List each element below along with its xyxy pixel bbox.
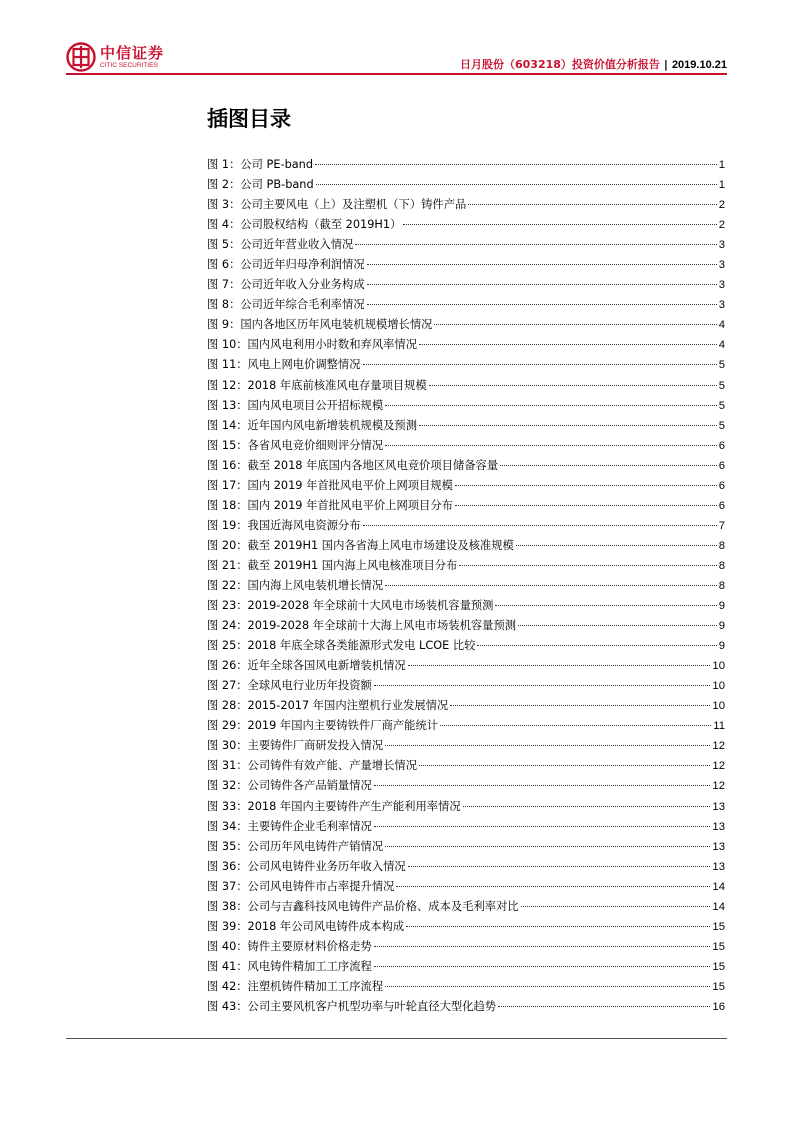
- toc-dot-leader: [440, 725, 711, 726]
- toc-dot-leader: [374, 826, 711, 827]
- toc-entry-page: 8: [718, 579, 725, 592]
- toc-dot-leader: [468, 204, 716, 205]
- toc-dot-leader: [367, 284, 717, 285]
- toc-entry-label: 图 35：公司历年风电铸件产销情况: [207, 839, 384, 853]
- toc-entry[interactable]: [207, 336, 725, 356]
- toc-entry-label: 图 10：国内风电利用小时数和弃风率情况: [207, 338, 418, 352]
- figure-index-list: [207, 156, 725, 1018]
- toc-entry[interactable]: [207, 477, 725, 497]
- toc-entry[interactable]: [207, 798, 725, 818]
- toc-entry-page: 13: [712, 800, 725, 813]
- toc-entry-label: 图 23：2019-2028 年全球前十大风电市场装机容量预测: [207, 599, 494, 613]
- toc-dot-leader: [374, 685, 711, 686]
- toc-dot-leader: [434, 324, 716, 325]
- toc-entry-page: 2: [718, 199, 725, 212]
- toc-entry-page: 16: [712, 1000, 725, 1013]
- toc-dot-leader: [463, 806, 711, 807]
- toc-entry-label: 图 14：近年国内风电新增装机规模及预测: [207, 418, 418, 432]
- toc-entry-label: 图 32：公司铸件各产品销量情况: [207, 779, 372, 793]
- toc-entry-page: 7: [718, 519, 725, 532]
- toc-entry-label: 图 18：国内 2019 年首批风电平价上网项目分布: [207, 498, 453, 512]
- toc-entry-page: 15: [712, 940, 725, 953]
- toc-entry-page: 8: [718, 539, 725, 552]
- toc-entry[interactable]: [207, 356, 725, 376]
- toc-entry-label: 图 1：公司 PE-band: [207, 158, 314, 171]
- toc-entry[interactable]: [207, 156, 725, 176]
- toc-entry-page: 10: [712, 680, 725, 693]
- toc-entry[interactable]: [207, 657, 725, 677]
- toc-dot-leader: [521, 906, 711, 907]
- toc-entry-label: 图 36：公司风电铸件业务历年收入情况: [207, 859, 406, 873]
- toc-entry[interactable]: [207, 617, 725, 637]
- toc-entry-page: 12: [712, 780, 725, 793]
- toc-entry-label: 图 12：2018 年底前核准风电存量项目规模: [207, 378, 427, 392]
- toc-entry-page: 15: [712, 980, 725, 993]
- toc-entry-label: 图 27：全球风电行业历年投资额: [207, 679, 372, 693]
- toc-entry-label: 图 7：公司近年收入分业务构成: [207, 278, 365, 292]
- toc-entry[interactable]: [207, 377, 725, 397]
- toc-dot-leader: [385, 745, 710, 746]
- toc-entry-page: 3: [718, 259, 725, 272]
- toc-entry[interactable]: [207, 457, 725, 477]
- toc-entry-label: 图 40：铸件主要原材料价格走势: [207, 939, 372, 953]
- toc-entry[interactable]: [207, 296, 725, 316]
- toc-entry[interactable]: [207, 256, 725, 276]
- toc-entry-page: 10: [712, 700, 725, 713]
- toc-entry-label: 图 22：国内海上风电装机增长情况: [207, 578, 384, 592]
- toc-entry-page: 3: [718, 279, 725, 292]
- toc-entry-label: 图 29：2019 年国内主要铸铁件厂商产能统计: [207, 719, 439, 733]
- toc-entry-page: 14: [712, 900, 725, 913]
- toc-entry-label: 图 42：注塑机铸件精加工工序流程: [207, 979, 384, 993]
- header-separator: |: [663, 58, 668, 71]
- toc-entry-label: 图 43：公司主要风机客户机型功率与叶轮直径大型化趋势: [207, 999, 497, 1013]
- toc-entry[interactable]: [207, 637, 725, 657]
- toc-entry[interactable]: [207, 537, 725, 557]
- toc-dot-leader: [374, 946, 711, 947]
- toc-dot-leader: [385, 986, 710, 987]
- toc-entry[interactable]: [207, 397, 725, 417]
- toc-entry[interactable]: [207, 677, 725, 697]
- toc-entry[interactable]: [207, 958, 725, 978]
- toc-dot-leader: [477, 645, 716, 646]
- toc-dot-leader: [363, 364, 717, 365]
- toc-dot-leader: [455, 485, 717, 486]
- toc-entry-page: 1: [718, 159, 725, 171]
- toc-entry-page: 5: [718, 419, 725, 432]
- toc-dot-leader: [495, 605, 716, 606]
- toc-dot-leader: [374, 966, 711, 967]
- toc-entry[interactable]: [207, 858, 725, 878]
- toc-entry[interactable]: [207, 898, 725, 918]
- toc-entry-page: 5: [718, 399, 725, 412]
- toc-entry[interactable]: [207, 737, 725, 757]
- toc-entry-label: 图 37：公司风电铸件市占率提升情况: [207, 879, 395, 893]
- toc-entry-page: 14: [712, 880, 725, 893]
- toc-entry-page: 13: [712, 840, 725, 853]
- toc-dot-leader: [408, 665, 711, 666]
- toc-entry-label: 图 9：国内各地区历年风电装机规模增长情况: [207, 318, 433, 332]
- toc-entry[interactable]: [207, 577, 725, 597]
- toc-entry-page: 9: [718, 600, 725, 613]
- toc-entry-label: 图 16：截至 2018 年底国内各地区风电竞价项目储备容量: [207, 458, 499, 472]
- toc-entry[interactable]: [207, 998, 725, 1018]
- citic-logo-icon: [66, 42, 96, 72]
- toc-entry-page: 6: [718, 439, 725, 452]
- toc-dot-leader: [429, 385, 717, 386]
- toc-entry[interactable]: [207, 316, 725, 336]
- toc-dot-leader: [459, 565, 716, 566]
- toc-entry[interactable]: [207, 938, 725, 958]
- toc-entry-page: 5: [718, 379, 725, 392]
- citic-logo: [66, 42, 164, 72]
- page-title: 插图目录: [207, 107, 291, 131]
- toc-entry-page: 3: [718, 239, 725, 252]
- toc-dot-leader: [408, 866, 711, 867]
- toc-entry[interactable]: [207, 196, 725, 216]
- toc-entry-label: 图 28：2015-2017 年国内注塑机行业发展情况: [207, 699, 449, 713]
- toc-entry-label: 图 34：主要铸件企业毛利率情况: [207, 819, 372, 833]
- toc-dot-leader: [316, 184, 717, 185]
- toc-entry-label: 图 3：公司主要风电（上）及注塑机（下）铸件产品: [207, 198, 467, 212]
- toc-entry[interactable]: [207, 597, 725, 617]
- toc-entry-label: 图 19：我国近海风电资源分布: [207, 518, 361, 532]
- toc-entry-page: 13: [712, 820, 725, 833]
- toc-dot-leader: [455, 505, 717, 506]
- toc-entry-label: 图 33：2018 年国内主要铸件产生产能利用率情况: [207, 799, 461, 813]
- toc-entry[interactable]: [207, 918, 725, 938]
- toc-dot-leader: [498, 1006, 710, 1007]
- toc-dot-leader: [419, 425, 717, 426]
- toc-dot-leader: [385, 405, 717, 406]
- toc-dot-leader: [406, 926, 710, 927]
- toc-entry[interactable]: [207, 697, 725, 717]
- toc-dot-leader: [385, 846, 710, 847]
- toc-entry-page: 11: [713, 720, 725, 733]
- toc-dot-leader: [419, 344, 717, 345]
- toc-entry-label: 图 4：公司股权结构（截至 2019H1）: [207, 218, 402, 232]
- toc-dot-leader: [363, 525, 717, 526]
- toc-entry[interactable]: [207, 777, 725, 797]
- toc-entry[interactable]: [207, 978, 725, 998]
- toc-entry[interactable]: [207, 838, 725, 858]
- report-header: [460, 56, 727, 72]
- toc-dot-leader: [385, 585, 717, 586]
- toc-entry[interactable]: [207, 236, 725, 256]
- toc-entry-label: 图 41：风电铸件精加工工序流程: [207, 959, 372, 973]
- toc-entry[interactable]: [207, 818, 725, 838]
- toc-entry[interactable]: [207, 517, 725, 537]
- toc-entry-page: 13: [712, 860, 725, 873]
- toc-entry-label: 图 6：公司近年归母净利润情况: [207, 258, 365, 272]
- footer-divider: [66, 1038, 727, 1039]
- toc-entry-label: 图 30：主要铸件厂商研发投入情况: [207, 739, 384, 753]
- toc-entry-label: 图 15：各省风电竞价细则评分情况: [207, 438, 384, 452]
- toc-entry-page: 2: [718, 219, 725, 232]
- toc-dot-leader: [315, 164, 717, 165]
- toc-entry-page: 15: [712, 920, 725, 933]
- toc-entry[interactable]: [207, 176, 725, 196]
- toc-entry-page: 4: [718, 319, 725, 332]
- toc-entry-page: 15: [712, 960, 725, 973]
- toc-dot-leader: [403, 224, 716, 225]
- toc-entry-page: 6: [718, 499, 725, 512]
- header-divider: [66, 73, 727, 75]
- toc-dot-leader: [396, 886, 710, 887]
- toc-entry-page: 9: [718, 640, 725, 653]
- toc-entry[interactable]: [207, 717, 725, 737]
- toc-dot-leader: [518, 625, 717, 626]
- toc-entry[interactable]: [207, 497, 725, 517]
- toc-entry[interactable]: [207, 757, 725, 777]
- toc-entry-page: 8: [718, 559, 725, 572]
- toc-dot-leader: [516, 545, 717, 546]
- toc-entry-page: 6: [718, 459, 725, 472]
- toc-dot-leader: [374, 785, 711, 786]
- toc-entry-page: 3: [718, 299, 725, 312]
- toc-entry[interactable]: [207, 276, 725, 296]
- toc-entry-label: 图 13：国内风电项目公开招标规模: [207, 398, 384, 412]
- toc-entry-page: 12: [712, 740, 725, 753]
- report-title: 日月股份（603218）投资价值分析报告: [459, 58, 660, 71]
- toc-entry[interactable]: [207, 557, 725, 577]
- toc-dot-leader: [355, 244, 716, 245]
- toc-dot-leader: [450, 705, 710, 706]
- toc-entry-label: 图 26：近年全球各国风电新增装机情况: [207, 659, 406, 673]
- toc-entry-label: 图 8：公司近年综合毛利率情况: [207, 298, 365, 312]
- toc-entry[interactable]: [207, 437, 725, 457]
- toc-entry-label: 图 2：公司 PB-band: [207, 178, 314, 192]
- toc-dot-leader: [500, 465, 717, 466]
- toc-entry-label: 图 5：公司近年营业收入情况: [207, 238, 354, 252]
- toc-entry-label: 图 25：2018 年底全球各类能源形式发电 LCOE 比较: [207, 639, 476, 653]
- toc-dot-leader: [367, 304, 717, 305]
- toc-entry-page: 9: [718, 620, 725, 633]
- toc-entry-page: 12: [712, 760, 725, 773]
- toc-dot-leader: [367, 264, 717, 265]
- toc-entry[interactable]: [207, 417, 725, 437]
- brand-name-cn: 中信证券: [100, 43, 165, 62]
- toc-entry[interactable]: [207, 878, 725, 898]
- toc-entry-label: 图 39：2018 年公司风电铸件成本构成: [207, 919, 405, 933]
- toc-entry-page: 5: [718, 359, 725, 372]
- toc-entry-label: 图 24：2019-2028 年全球前十大海上风电市场装机容量预测: [207, 619, 517, 633]
- toc-entry[interactable]: [207, 216, 725, 236]
- toc-entry-label: 图 38：公司与吉鑫科技风电铸件产品价格、成本及毛利率对比: [207, 899, 519, 913]
- toc-entry-page: 4: [718, 339, 725, 352]
- toc-entry-page: 10: [712, 660, 725, 673]
- toc-entry-label: 图 21：截至 2019H1 国内海上风电核准项目分布: [207, 558, 458, 572]
- toc-entry-page: 6: [718, 479, 725, 492]
- toc-entry-label: 图 11：风电上网电价调整情况: [207, 358, 361, 372]
- toc-dot-leader: [385, 445, 717, 446]
- report-date: 2019.10.21: [671, 59, 727, 71]
- brand-name-en: CITIC SECURITIES: [100, 61, 158, 69]
- toc-entry-label: 图 20：截至 2019H1 国内各省海上风电市场建设及核准规模: [207, 538, 514, 552]
- toc-entry-label: 图 17：国内 2019 年首批风电平价上网项目规模: [207, 478, 453, 492]
- toc-entry-page: 1: [718, 179, 725, 192]
- toc-entry-label: 图 31：公司铸件有效产能、产量增长情况: [207, 759, 418, 773]
- toc-dot-leader: [419, 765, 710, 766]
